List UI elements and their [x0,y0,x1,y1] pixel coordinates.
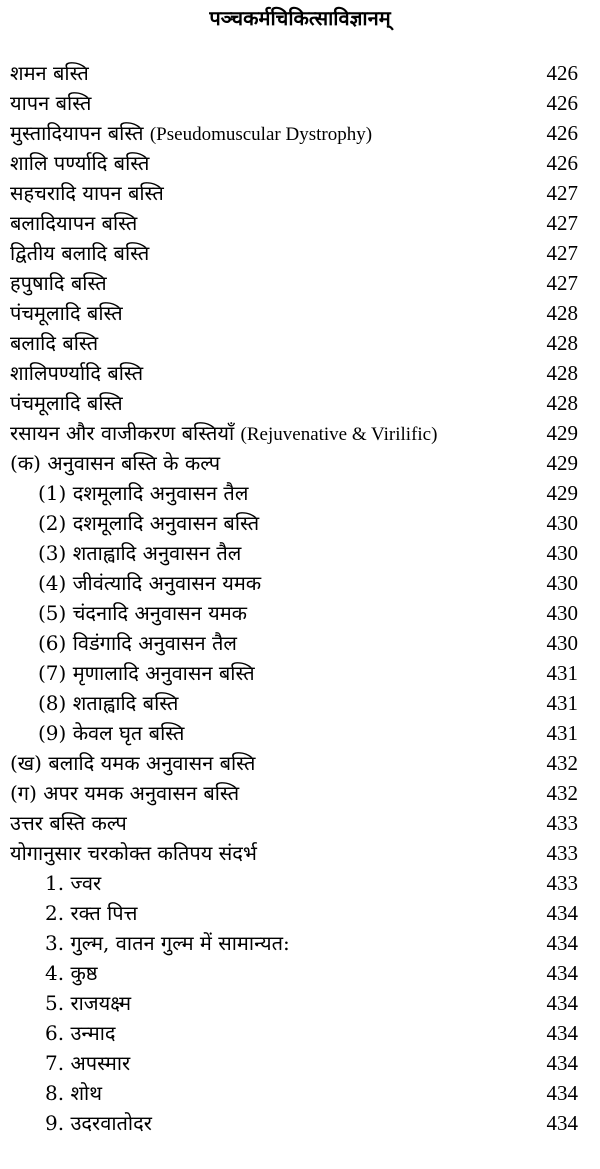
toc-entry-title: (6) विडंगादि अनुवासन तैल [38,631,237,655]
toc-entry-page-number: 427 [546,271,578,295]
toc-entry-label [10,748,255,778]
toc-entry-page-number: 434 [546,1111,578,1135]
toc-entry-title: शमन बस्ति [10,61,89,85]
toc-entry-page-number: 434 [546,1051,578,1075]
toc-entry-page-number: 427 [546,211,578,235]
toc-entry-label [45,1018,116,1048]
toc-entry-title: पंचमूलादि बस्ति [10,301,123,325]
toc-entry-page-number: 426 [546,121,578,145]
toc-entry-label [38,538,241,568]
toc-entry-title: 4. कुष्ठ [45,961,98,985]
toc-entry-label [10,328,98,358]
toc-entry-page-number: 429 [546,421,578,445]
toc-entry [0,838,600,868]
toc-entry-title: (5) चंदनादि अनुवासन यमक [38,601,248,625]
toc-entry-title: शालि पर्ण्यादि बस्ति [10,151,150,175]
toc-entry-label [45,868,101,898]
toc-entry-label [10,808,127,838]
toc-entry-label [10,838,257,868]
toc-entry-page-number: 431 [546,721,578,745]
toc-entry-title: (4) जीवंत्यादि अनुवासन यमक [38,571,262,595]
toc-entry [0,328,600,358]
toc-entry-title: योगानुसार चरकोक्त कतिपय संदर्भ [10,841,257,865]
toc-entry [0,388,600,418]
toc-entry [0,1108,600,1138]
toc-entry-title: रसायन और वाजीकरण बस्तियाँ [10,421,235,445]
table-of-contents [0,58,600,1138]
toc-entry [0,778,600,808]
toc-entry-title: 2. रक्त पित्त [45,901,138,925]
toc-entry-label [45,958,98,988]
toc-entry [0,748,600,778]
toc-entry-label [38,508,259,538]
toc-entry-title: हपुषादि बस्ति [10,271,107,295]
toc-entry-page-number: 434 [546,1081,578,1105]
toc-entry-title: (3) शताह्वादि अनुवासन तैल [38,541,242,565]
toc-entry-title: शालिपर्ण्यादि बस्ति [10,361,144,385]
toc-entry [0,598,600,628]
toc-entry-page-number: 434 [546,1021,578,1045]
toc-entry [0,448,600,478]
toc-entry-label [10,448,220,478]
toc-entry-page-number: 433 [546,841,578,865]
toc-entry-label [45,1108,152,1138]
toc-entry-title: (9) केवल घृत बस्ति [38,721,185,745]
toc-entry-page-number: 430 [546,631,578,655]
toc-entry-label [10,388,123,418]
toc-entry-title: उत्तर बस्ति कल्प [10,811,127,835]
toc-entry-label [45,1048,130,1078]
toc-entry-english-gloss: (Rejuvenative & Virilific) [240,424,438,445]
toc-entry-page-number: 434 [546,901,578,925]
toc-entry [0,178,600,208]
toc-entry [0,148,600,178]
toc-entry [0,988,600,1018]
toc-entry [0,808,600,838]
page-header-title: पञ्चकर्मचिकित्साविज्ञानम् [209,6,391,30]
toc-entry-label [10,358,143,388]
toc-entry-title: 3. गुल्म, वातन गुल्म में सामान्यत: [45,931,290,955]
toc-entry-label [38,598,247,628]
toc-entry-title: (1) दशमूलादि अनुवासन तैल [38,481,249,505]
toc-entry-page-number: 432 [546,751,578,775]
toc-entry-page-number: 428 [546,331,578,355]
toc-entry-title: 1. ज्वर [45,871,102,895]
toc-entry [0,88,600,118]
toc-entry-title: 8. शोथ [45,1081,102,1105]
toc-entry-title: मुस्तादियापन बस्ति [10,121,144,145]
toc-entry [0,1078,600,1108]
toc-entry-label [10,58,89,88]
toc-entry-page-number: 430 [546,511,578,535]
toc-entry-page-number: 428 [546,361,578,385]
toc-entry-label [45,898,137,928]
toc-entry-page-number: 434 [546,961,578,985]
toc-entry-label [38,718,184,748]
toc-entry-page-number: 430 [546,541,578,565]
toc-entry-label [38,658,255,688]
toc-entry-page-number: 429 [546,481,578,505]
toc-entry-label [45,928,290,958]
toc-entry-label [10,418,437,450]
toc-entry-page-number: 433 [546,871,578,895]
toc-entry-title: 9. उदरवातोदर [45,1111,152,1135]
toc-entry-page-number: 426 [546,91,578,115]
toc-entry [0,958,600,988]
toc-entry-page-number: 428 [546,301,578,325]
toc-entry-title: सहचरादि यापन बस्ति [10,181,164,205]
toc-entry-title: 7. अपस्मार [45,1051,131,1075]
toc-entry [0,1018,600,1048]
toc-entry [0,478,600,508]
toc-entry [0,118,600,148]
toc-entry [0,928,600,958]
toc-entry-label [45,988,131,1018]
toc-entry-title: (8) शताह्वादि बस्ति [38,691,179,715]
toc-entry-page-number: 434 [546,991,578,1015]
toc-entry-label [10,268,107,298]
toc-entry [0,688,600,718]
toc-entry [0,418,600,448]
toc-entry-title: बलादि बस्ति [10,331,99,355]
toc-entry-title: (7) मृणालादि अनुवासन बस्ति [38,661,255,685]
toc-entry-english-gloss: (Pseudomuscular Dystrophy) [149,124,373,145]
toc-entry-label [10,778,239,808]
toc-entry-page-number: 427 [546,181,578,205]
toc-entry [0,568,600,598]
toc-entry [0,898,600,928]
toc-entry-title: 5. राजयक्ष्म [45,991,132,1015]
toc-entry-page-number: 429 [546,451,578,475]
toc-entry-title: द्वितीय बलादि बस्ति [10,241,150,265]
toc-entry-page-number: 428 [546,391,578,415]
toc-entry-label [10,208,137,238]
toc-entry-title: (2) दशमूलादि अनुवासन बस्ति [38,511,260,535]
toc-entry-page-number: 426 [546,151,578,175]
toc-entry-label [10,148,149,178]
toc-entry [0,658,600,688]
toc-entry-title: (क) अनुवासन बस्ति के कल्प [10,451,221,475]
toc-entry-label [38,568,261,598]
toc-entry-page-number: 427 [546,241,578,265]
toc-entry-title: 6. उन्माद [45,1021,116,1045]
toc-entry [0,508,600,538]
toc-entry-label [38,478,248,508]
toc-entry-page-number: 433 [546,811,578,835]
toc-entry-page-number: 430 [546,571,578,595]
toc-entry [0,238,600,268]
toc-entry-page-number: 430 [546,601,578,625]
toc-entry-title: (ग) अपर यमक अनुवासन बस्ति [10,781,240,805]
toc-entry [0,208,600,238]
toc-entry-page-number: 426 [546,61,578,85]
toc-entry-page-number: 431 [546,661,578,685]
toc-entry [0,538,600,568]
toc-entry [0,298,600,328]
toc-entry [0,58,600,88]
toc-entry-label [10,178,164,208]
toc-entry [0,628,600,658]
toc-entry-label [10,88,91,118]
toc-entry [0,268,600,298]
toc-entry [0,1048,600,1078]
toc-entry-title: (ख) बलादि यमक अनुवासन बस्ति [10,751,256,775]
toc-entry [0,358,600,388]
toc-entry-page-number: 434 [546,931,578,955]
toc-entry-label [38,628,237,658]
toc-entry-label [10,118,372,150]
toc-entry-title: पंचमूलादि बस्ति [10,391,123,415]
toc-entry-label [45,1078,102,1108]
toc-entry-page-number: 432 [546,781,578,805]
toc-entry [0,868,600,898]
toc-entry [0,718,600,748]
toc-entry-title: बलादियापन बस्ति [10,211,138,235]
toc-entry-page-number: 431 [546,691,578,715]
toc-entry-title: यापन बस्ति [10,91,92,115]
toc-entry-label [38,688,178,718]
toc-entry-label [10,298,123,328]
toc-entry-label [10,238,149,268]
